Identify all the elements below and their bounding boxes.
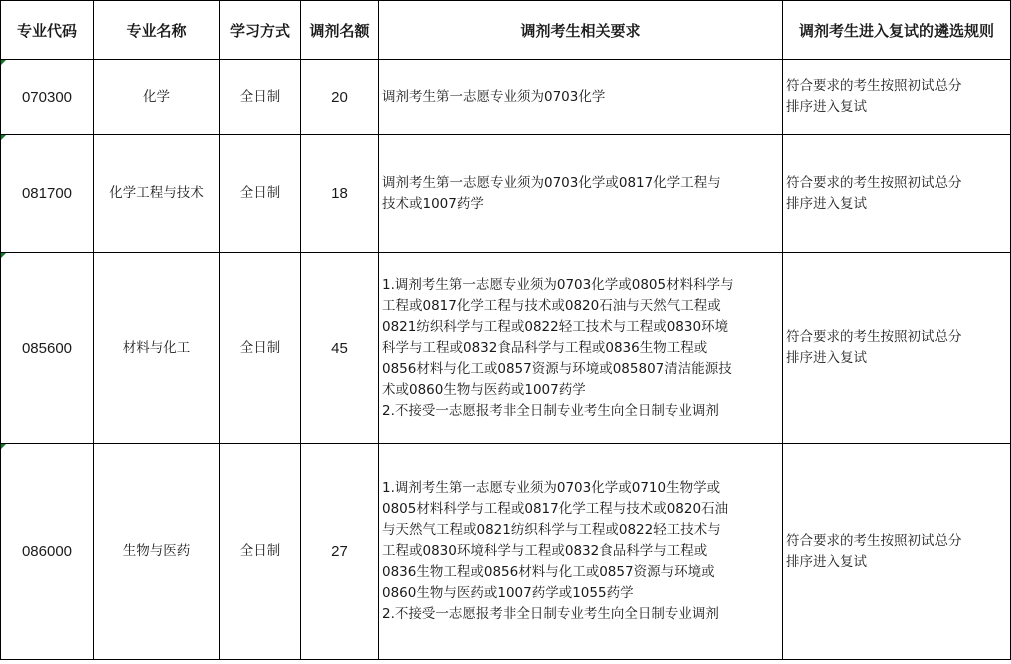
major-name-cell: 化学工程与技术	[94, 135, 220, 253]
rule-line: 排序进入复试	[786, 553, 867, 570]
table-row	[1, 253, 1011, 444]
requirement-line: 2.不接受一志愿报考非全日制专业考生向全日制专业调剂	[382, 402, 719, 419]
study-mode-cell: 全日制	[220, 253, 301, 444]
code-cell	[1, 253, 94, 444]
requirement-line: 0805材料科学与工程或0817化学工程与技术或0820石油	[382, 501, 729, 517]
rule-line: 符合要求的考生按照初试总分	[786, 78, 962, 94]
requirement-line: 0856材料与化工或0857资源与环境或085807清洁能源技	[382, 360, 732, 377]
rule-line: 符合要求的考生按照初试总分	[786, 329, 962, 345]
rule-cell	[783, 135, 1011, 253]
requirement-line: 科学与工程或0832食品科学与工程或0836生物工程或	[382, 339, 708, 356]
study-mode-cell: 全日制	[220, 135, 301, 253]
requirement-line: 1.调剂考生第一志愿专业须为0703化学或0710生物学或	[382, 480, 721, 496]
code-text: 070300	[21, 88, 73, 106]
requirement-line: 调剂考生第一志愿专业须为0703化学或0817化学工程与	[382, 174, 721, 191]
rule-line: 符合要求的考生按照初试总分	[786, 174, 962, 191]
requirement-line: 工程或0817化学工程与技术或0820石油与天然气工程或	[382, 297, 721, 314]
requirement-cell	[379, 253, 783, 444]
rule-line: 符合要求的考生按照初试总分	[786, 532, 962, 549]
code-cell	[1, 60, 94, 135]
quota-cell: 18	[301, 135, 379, 253]
major-name-cell: 生物与医药	[94, 444, 220, 660]
requirement-line: 0836生物工程或0856材料与化工或0857资源与环境或	[382, 564, 715, 580]
cell-marker-icon	[1, 253, 6, 258]
quota-cell: 27	[301, 444, 379, 660]
quota-cell: 45	[301, 253, 379, 444]
header-name: 专业名称	[94, 1, 220, 60]
cell-marker-icon	[1, 60, 6, 65]
requirement-line: 技术或1007药学	[382, 195, 484, 212]
requirement-cell	[379, 135, 783, 253]
cell-marker-icon	[1, 444, 6, 449]
rule-cell	[783, 60, 1011, 135]
rule-cell	[783, 253, 1011, 444]
header-rules: 调剂考生进入复试的遴选规则	[783, 1, 1011, 60]
requirement-line: 0821纺织科学与工程或0822轻工技术与工程或0830环境	[382, 318, 729, 335]
quota-cell: 20	[301, 60, 379, 135]
cell-marker-icon	[1, 135, 6, 140]
code-text: 081700	[21, 185, 73, 202]
rule-line: 排序进入复试	[786, 195, 867, 212]
table-row	[1, 444, 1011, 660]
table-row	[1, 135, 1011, 253]
requirement-line: 与天然气工程或0821纺织科学与工程或0822轻工技术与	[382, 522, 721, 538]
code-text: 085600	[21, 339, 73, 357]
requirement-cell	[379, 444, 783, 660]
requirement-line: 0860生物与医药或1007药学或1055药学	[382, 585, 634, 601]
study-mode-cell: 全日制	[220, 444, 301, 660]
code-text: 086000	[21, 543, 73, 560]
header-row	[1, 1, 1011, 60]
rule-cell	[783, 444, 1011, 660]
code-cell	[1, 444, 94, 660]
rule-line: 排序进入复试	[786, 350, 867, 366]
requirement-line: 术或0860生物与医药或1007药学	[382, 381, 586, 398]
requirement-line: 2.不接受一志愿报考非全日制专业考生向全日制专业调剂	[382, 606, 719, 622]
major-name-cell: 化学	[94, 60, 220, 135]
table-row	[1, 60, 1011, 135]
requirement-line: 工程或0830环境科学与工程或0832食品科学与工程或	[382, 543, 708, 559]
rule-line: 排序进入复试	[786, 99, 867, 115]
code-cell	[1, 135, 94, 253]
major-name-cell: 材料与化工	[94, 253, 220, 444]
requirement-line: 调剂考生第一志愿专业须为0703化学	[382, 88, 606, 105]
header-requirements: 调剂考生相关要求	[379, 1, 783, 60]
study-mode-cell: 全日制	[220, 60, 301, 135]
header-code: 专业代码	[1, 1, 94, 60]
header-quota: 调剂名额	[301, 1, 379, 60]
requirement-cell	[379, 60, 783, 135]
requirement-line: 1.调剂考生第一志愿专业须为0703化学或0805材料科学与	[382, 276, 734, 293]
header-mode: 学习方式	[220, 1, 301, 60]
